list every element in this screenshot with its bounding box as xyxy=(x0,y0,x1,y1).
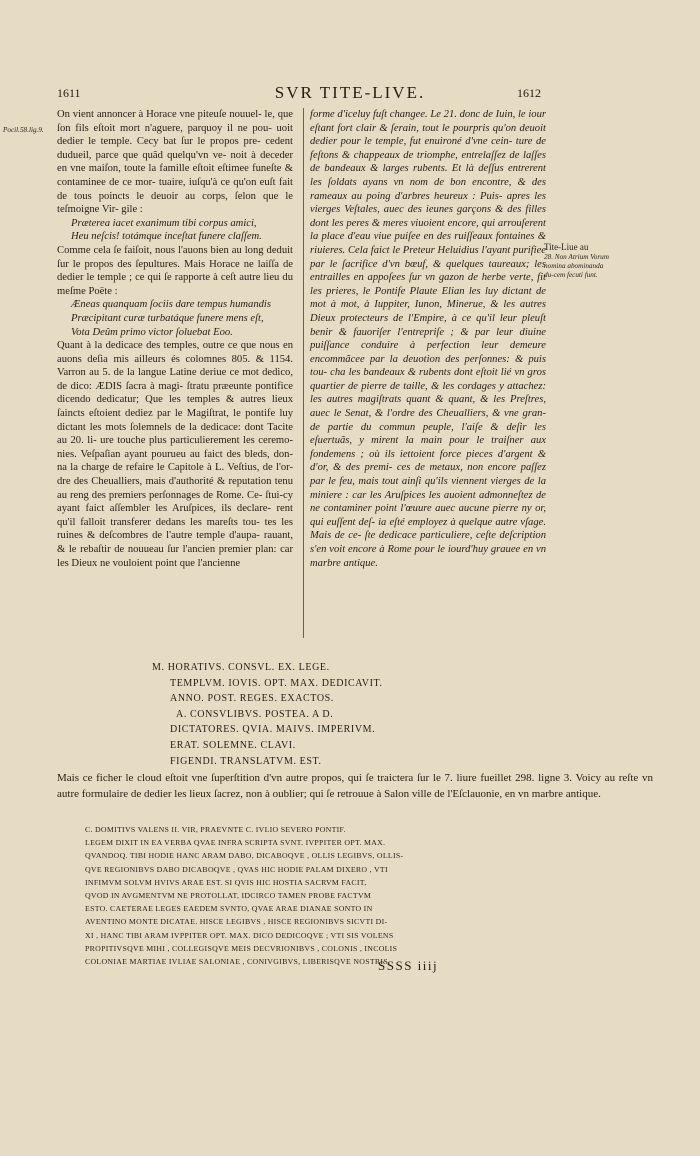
right-page-number: 1612 xyxy=(517,86,541,100)
inscription-line: TEMPLVM. IOVIS. OPT. MAX. DEDICAVIT. xyxy=(170,677,383,689)
prose-paragraph: Mais ce ficher le cloud eſtoit vne ſuperſtition d'vn autre propos, qui ſe traictera ſur le 7. liure fueillet 298. ligne 3. Voicy au reſte vn autre formulaire de dedier les lieux ſacrez, non à oublier; qui ſe retrouue à Salon ville de l'Eſclauonie, en vn marbre antique. xyxy=(57,772,653,800)
right-text-column xyxy=(303,108,546,638)
running-title: SVR TITE-LIVE. xyxy=(274,83,426,102)
inscription-line: A. CONSVLIBVS. POSTEA. A D. xyxy=(176,708,334,720)
inscription-line: QVANDOQ. TIBI HODIE HANC ARAM DABO, DICABOQVE , OLLIS LEGIBVS, OLLIS- xyxy=(85,851,404,861)
inscription-line: COLONIAE MARTIAE IVLIAE SALONIAE , CONIVGIBVS, LIBERISQVE NOSTRIS. xyxy=(85,957,391,967)
verse-quotation: Præcipitant curæ turbatáque funere mens eſt, xyxy=(71,312,264,324)
left-page-number: 1611 xyxy=(57,86,81,100)
inscription-line: C. DOMITIVS VALENS II. VIR, PRAEVNTE C. IVLIO SEVERO PONTIF. xyxy=(85,825,346,834)
signature-mark: SSSS iiij xyxy=(378,958,439,973)
body-paragraph: Comme cela ſe faiſoit, nous l'auons bien au long deduit ſur le propos des ſepultures. Mais Horace ne laiſſa de dedier le temple ; ce qui ſe rapporte à ceſt autre lieu du meſme Poëte : xyxy=(57,244,293,297)
body-paragraph: On vient annoncer à Horace vne piteuſe nouuel- le, que ſon fils eſtoit mort n'aguere, parquoy il ne pou- uoit dedier le temple. Cecy bat ſur le propos pre- cedent dudueil, parce que quãd quelqu'vn ve- noit à deceder en vne maiſon, toute la famille eſtoit eſtimee funeſte & contaminee de ce mor- tuaire, iuſqu'à ce qu'on euſt fait de tous poincts le deuoir au corps, ſelon que le teſmoigne Vir- gile : xyxy=(57,109,293,216)
inscription-line: PROPITIVSQVE MIHI , COLLEGISQVE MEIS DECVRIONIBVS , COLONIS , INCOLIS xyxy=(85,943,398,953)
body-paragraph: Quant à la dedicace des temples, outre ce que nous en auons deſia mis ailleurs és colomnes 805. & 1154. Varron au 5. de la langue Latine deriue ce mot dedico, de dico: ÆDIS ſacra à magi- ſtratu præeunte pontifice dicendo dedicatur; Que les temples & autres lieux ſaincts eſtoient dediez par le Magiſtrat, le pontife luy dictant les mots ſolemnels de la dedicace: dont Tacite au 20. li- ure touche plus particulierement les ceremo- nies. Veſpaſian ayant pourueu au faict des bleds, don- na la charge de refaire le Capitole à L. Veſtius, de l'or- dre des Cheualliers, mais d'authorité & reputation tenu au reng des premiers perſonnages de Rome. Ce- ſtui-cy ayant faict aſſembler les Aruſpices, ils declare- rent qu'il falloit transferer dedans les mareſts tou- tes les ruines & deſcombres de l'autre temple d'aupa- rauant, & le rebaſtir de nouueau ſur l'ancien premier plan: car les Dieux ne vouloient point que l'ancienne xyxy=(57,340,293,569)
inscription-line: XI , HANC TIBI ARAM IVPPITER OPT. MAX. DICO DEDICOQVE ; VTI SIS VOLENS xyxy=(85,930,394,940)
inscription-line: ERAT. SOLEMNE. CLAVI. xyxy=(170,739,296,751)
verse-quotation: Vota Deûm primo victor ſoluebat Eoo. xyxy=(71,326,233,338)
inscription-line: QVE REGIONIBVS DABO DICABOQVE , QVAS HIC HODIE PALAM DIXERO , VTI xyxy=(85,864,388,874)
inscription-line: ANNO. POST. REGES. EXACTOS. xyxy=(170,693,334,705)
right-column-text: forme d'iceluy fuſt changee. Le 21. donc de Iuin, le iour eſtant fort clair & ſerain, tout le pourpris qu'on deuoit dedier pour le temple, fut enuironé d'vne cein- ture de feſtons & chappeaux de triomphe, entrelaſſez de laſſes de bandeaux & larges rubents. Et là deſſus entrerent les ſoldats ayans vn nom de bon encontre, & des rameaux au poing d'arbres heureux : Puis- apres les vierges Veſtales, auec des ieunes garçons & des filles dont les peres & meres viuoient encore, qui arrouſerent la place d'eau viue puiſee en des ruiſſeaux fontaines & riuieres. Cela faict le Preteur Heluidius l'ayant purifiee par le ſacrifice d'vn bœuf, & quelques taureaux; les entrailles en appoſees ſur vn gazon de herbe verte, fit les prieres, le Pontife Plaute Elian les luy dictant de mot à mot, à Iuppiter, Iunon, Minerue, & les autres Dieux protecteurs de l'Empire, à ce qu'il leur pleuſt benir & fauoriſer l'entrepriſe ; & par leur diuine puiſſance conduire à perfection leur demeure encommãcee par la deuotion des perſonnes: & puis tou- cha les bandeaux & rubents dont eſtoit lié vn gros quartier de pierre de taille, & les cordages y attachez: les autres magiſtrats quant & quant, & les Preſtres, auec le Senat, & l'ordre des Cheualliers, & vne gran- de partie du commun peuple, l'aiſe & deſir les eſuertuãs, y mirent la main pour le traiſner aux fondemens ; où ils iettoient force pieces d'argent & d'or, & des premi- ces de metaux, non encore paſſez par le feu, mais tout ainſi qu'ils viennent vierges de la miniere : car les Aruſpices les auoient admonneſtez de ne contaminer point l'œuure auec aucune pierre ny or, qui euſſent deſ- ia eſté employez à quelque autre vſage. Mais de ce- ſte dedicace particuliere, ceſte deſcription s'en voit encore à Rome pour le iourd'huy grauee en vn marbre antique. xyxy=(310,109,546,569)
inscription-line: AVENTINO MONTE DICATAE. HISCE LEGIBVS , HISCE REGIONIBVS SICVTI DI- xyxy=(85,917,388,927)
verse-quotation: Æneas quanquam ſociis dare tempus humandis xyxy=(71,299,271,311)
verse-quotation: Heu neſcis! totámque inceſtat funere claſſem. xyxy=(71,231,262,243)
inscription-line: INFIMVM SOLVM HVIVS ARAE EST. SI QVIS HIC HOSTIA SACRVM FACIT, xyxy=(85,877,367,887)
margin-note-right xyxy=(544,242,614,280)
inscription-line: ESTO. CAETERAE LEGES EAEDEM SVNTO, QVAE ARAE DIANAE SONTO IN xyxy=(85,904,373,914)
margin-note-right-head: Tite-Liue au xyxy=(544,242,589,252)
inscription-line: QVOD IN AVGMENTVM NE PROTOLLAT, IDCIRCO TAMEN PROBE FACTVM xyxy=(85,891,372,901)
inscription-line: FIGENDI. TRANSLATVM. EST. xyxy=(170,755,322,767)
inscription-line: M. HORATIVS. CONSVL. EX. LEGE. xyxy=(152,662,330,673)
inscription-domitius xyxy=(85,823,645,968)
verse-quotation: Præterea iacet exanimum tibi corpus amici, xyxy=(71,217,257,229)
inscription-line: LEGEM DIXIT IN EA VERBA QVAE INFRA SCRIPTA SVNT. IVPPITER OPT. MAX. xyxy=(85,838,386,848)
margin-note-left: Pocil.58.lig.9. xyxy=(3,126,44,134)
inscription-horatius xyxy=(152,660,532,769)
left-text-column xyxy=(57,108,293,570)
margin-note-right-body: 28. Non Atrium Vorum nomina abominanda du-cem fecuti funt. xyxy=(544,253,609,279)
inscription-line: DICTATORES. QVIA. MAIVS. IMPERIVM. xyxy=(170,724,376,736)
